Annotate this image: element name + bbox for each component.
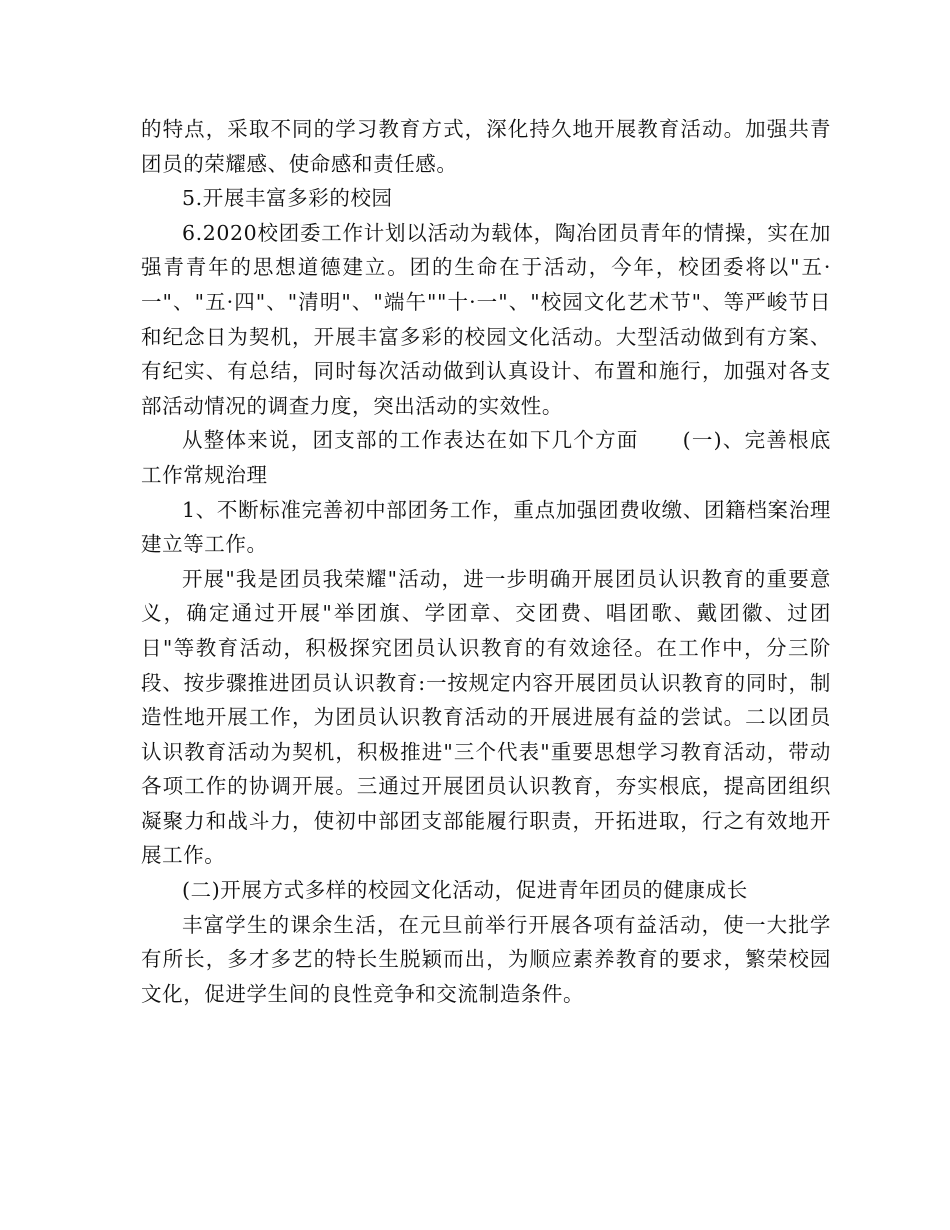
paragraph-2: 5.开展丰富多彩的校园: [182, 186, 393, 211]
paragraph-4-lead: 从整体来说，团支部的工作表达在如下几个方面: [182, 428, 639, 453]
paragraph-4-heading: (一)、完善根底工作常规治理: [141, 428, 831, 487]
paragraph-8: 丰富学生的课余生活，在元旦前举行开展各项有益活动，使一大批学有所长，多才多艺的特长生脱颖而出，为顺应素养教育的要求，繁荣校园文化，促进学生间的良性竞争和交流制造条件。: [141, 912, 831, 1006]
paragraph-4: [141, 423, 831, 492]
paragraph-5: 1、不断标准完善初中部团务工作，重点加强团费收缴、团籍档案治理建立等工作。: [141, 497, 831, 557]
paragraph-3: 6.2020校团委工作计划以活动为载体，陶冶团员青年的情操，实在加强青青年的思想道德建立。团的生命在于活动，今年，校团委将以"五·一"、"五·四"、"清明"、"端午""十·一"、"校园文化艺术节"、等严峻节日和纪念日为契机，开展丰富多彩的校园文化活动。大型活动做到有方案、有纪实、有总结，同时每次活动做到认真设计、布置和施行，加强对各支部活动情况的调查力度，突出活动的实效性。: [141, 220, 831, 418]
paragraph-7: (二)开展方式多样的校园文化活动，促进青年团员的健康成长: [182, 878, 748, 903]
paragraph-1: 的特点，采取不同的学习教育方式，深化持久地开展教育活动。加强共青团员的荣耀感、使命感和责任感。: [141, 117, 831, 176]
document-body: [141, 112, 831, 1011]
paragraph-6: 开展"我是团员我荣耀"活动，进一步明确开展团员认识教育的重要意义，确定通过开展"举团旗、学团章、交团费、唱团歌、戴团徽、过团日"等教育活动，积极探究团员认识教育的有效途径。在工作中，分三阶段、按步骤推进团员认识教育:一按规定内容开展团员认识教育的同时，制造性地开展工作，为团员认识教育活动的开展进展有益的尝试。二以团员认识教育活动为契机，积极推进"三个代表"重要思想学习教育活动，带动各项工作的协调开展。三通过开展团员认识教育，夯实根底，提高团组织凝聚力和战斗力，使初中部团支部能履行职责，开拓进取，行之有效地开展工作。: [141, 566, 831, 868]
